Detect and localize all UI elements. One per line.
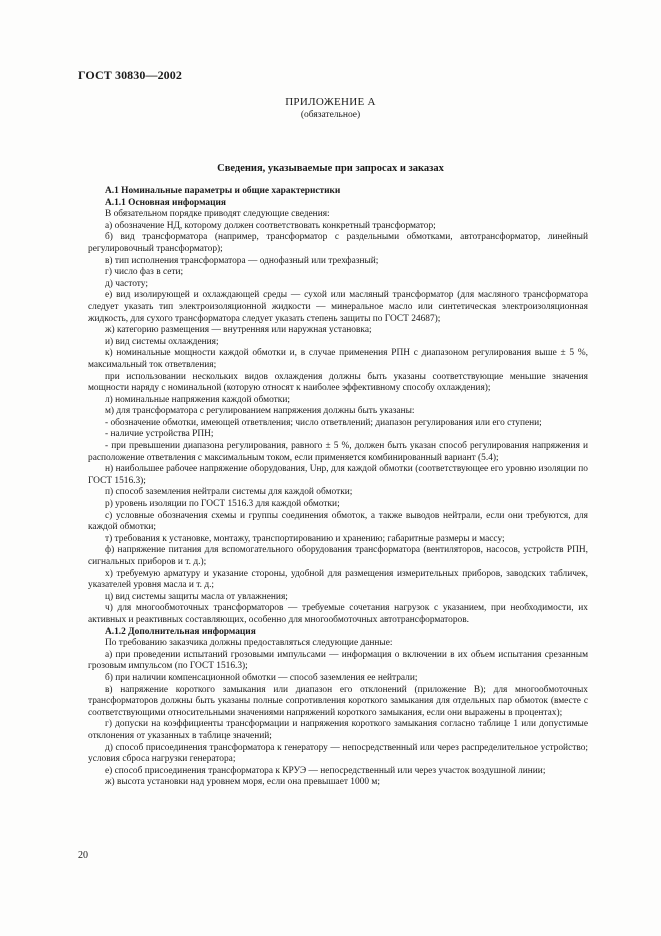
paragraph: х) требуемую арматуру и указание стороны, удобной для размещения измерительных приборов, заводских табличек, указателей уровня масла и т. д.; — [88, 568, 588, 591]
paragraph: е) вид изолирующей и охлаждающей среды — сухой или масляный трансформатор (для масляного трансформатора следует указать тип электроизоляционной жидкости — минеральное масло или синтетическая электроизоляционная жидкость, для сухого трансформатора следует указать степень защиты по ГОСТ 24687); — [88, 290, 588, 324]
paragraph: и) вид системы охлаждения; — [105, 336, 219, 347]
paragraph: к) номинальные мощности каждой обмотки и, в случае применения РПН с диапазоном регулирования выше ± 5 %, максимальный ток ответвления; — [88, 348, 588, 370]
paragraph: ж) высота установки над уровнем моря, если она превышает 1000 м; — [105, 777, 380, 788]
paragraph: - обозначение обмотки, имеющей ответвления; число ответвлений; диапазон регулирования или его ступени; — [105, 417, 542, 428]
paragraph: г) допуски на коэффициенты трансформации и напряжения короткого замыкания согласно таблице 1 или допустимые отклонения от указанных в таблице значений; — [88, 719, 588, 741]
paragraph: В обязательном порядке приводят следующие сведения: — [105, 209, 330, 220]
paragraph: д) способ присоединения трансформатора к генератору — непосредственный или через распределительное устройство; условия сброса нагрузки генератора; — [88, 742, 588, 765]
paragraph: л) номинальные напряжения каждой обмотки; — [105, 394, 290, 405]
subsection-heading: А.1.1 Основная информация — [105, 197, 226, 208]
paragraph: с) условные обозначения схемы и группы соединения обмоток, а также выводов нейтрали, если они требуются, для каждой обмотки; — [88, 510, 588, 533]
standard-header: ГОСТ 30830—2002 — [78, 68, 182, 82]
paragraph: п) способ заземления нейтрали системы для каждой обмотки; — [105, 487, 353, 498]
paragraph: б) вид трансформатора (например, трансформатор с раздельными обмотками, автотрансформатор, линейный регулировочный трансформатор); — [88, 232, 588, 254]
paragraph: в) напряжение короткого замыкания или диапазон его отклонений (приложение В); для многообмоточных трансформаторов должны быть указаны полные сопротивления короткого замыкания для отдельных пар обмоток (вместе с соответствующими относительными значениями напряжений короткого замыкания, если они выражены в процентах); — [88, 684, 588, 718]
subsection-heading: А.1.2 Дополнительная информация — [105, 626, 256, 637]
paragraph: а) обозначение НД, которому должен соответствовать конкретный трансформатор; — [105, 220, 436, 231]
paragraph: р) уровень изоляции по ГОСТ 1516.3 для каждой обмотки; — [105, 499, 340, 510]
paragraph: По требованию заказчика должны предоставляться следующие данные: — [105, 638, 393, 649]
subsection-heading: А.1 Номинальные параметры и общие характеристики — [105, 186, 341, 196]
paragraph: н) наибольшее рабочее напряжение оборудования, Uнр, для каждой обмотки (соответствующее его уровню изоляции по ГОСТ 1516.3); — [88, 464, 588, 486]
section-title: Сведения, указываемые при запросах и заказах — [217, 163, 444, 174]
appendix-title: ПРИЛОЖЕНИЕ А — [285, 96, 376, 108]
paragraph: б) при наличии компенсационной обмотки — способ заземления ее нейтрали; — [105, 672, 418, 683]
page-number: 20 — [78, 850, 88, 861]
paragraph: ц) вид системы защиты масла от увлажнения; — [105, 591, 288, 602]
paragraph: ч) для многообмоточных трансформаторов — требуемые сочетания нагрузок с указанием, при необходимости, их активных и реактивных составляющих, особенно для многообмоточных автотрансформаторов. — [88, 603, 588, 625]
paragraph: при использовании нескольких видов охлаждения должны быть указаны соответствующие меньшие значения мощности наряду с номинальной (которую относят к наиболее эффективному способу охлаждения); — [88, 371, 588, 394]
paragraph: а) при проведении испытаний грозовыми импульсами — информация о включении в их объем испытания срезанным грозовым импульсом (по ГОСТ 1516.3); — [88, 649, 588, 672]
paragraph: ж) категорию размещения — внутренняя или наружная установка; — [105, 325, 372, 336]
paragraph: в) тип исполнения трансформатора — однофазный или трехфазный; — [105, 255, 379, 266]
appendix-subtitle: (обязательное) — [300, 110, 361, 120]
paragraph: м) для трансформатора с регулированием напряжения должны быть указаны: — [105, 406, 415, 417]
paragraph: ф) напряжение питания для вспомогательного оборудования трансформатора (вентиляторов, насосов, устройств РПН, сигнальных приборов и т. д.); — [88, 545, 588, 567]
paragraph: е) способ присоединения трансформатора к КРУЭ — непосредственный или через участок воздушной линии; — [105, 765, 546, 776]
paragraph: д) частоту; — [105, 278, 148, 289]
paragraph: г) число фаз в сети; — [105, 267, 184, 278]
paragraph: т) требования к установке, монтажу, транспортированию и хранению; габаритные размеры и массу; — [105, 533, 505, 544]
paragraph: - наличие устройства РПН; — [105, 429, 214, 440]
document-body — [88, 186, 588, 789]
paragraph: - при превышении диапазона регулирования, равного ± 5 %, должен быть указан способ регулирования напряжения и расположение ответвления с максимальным током, если применяется комбинированный вариант (5.4); — [88, 441, 588, 463]
